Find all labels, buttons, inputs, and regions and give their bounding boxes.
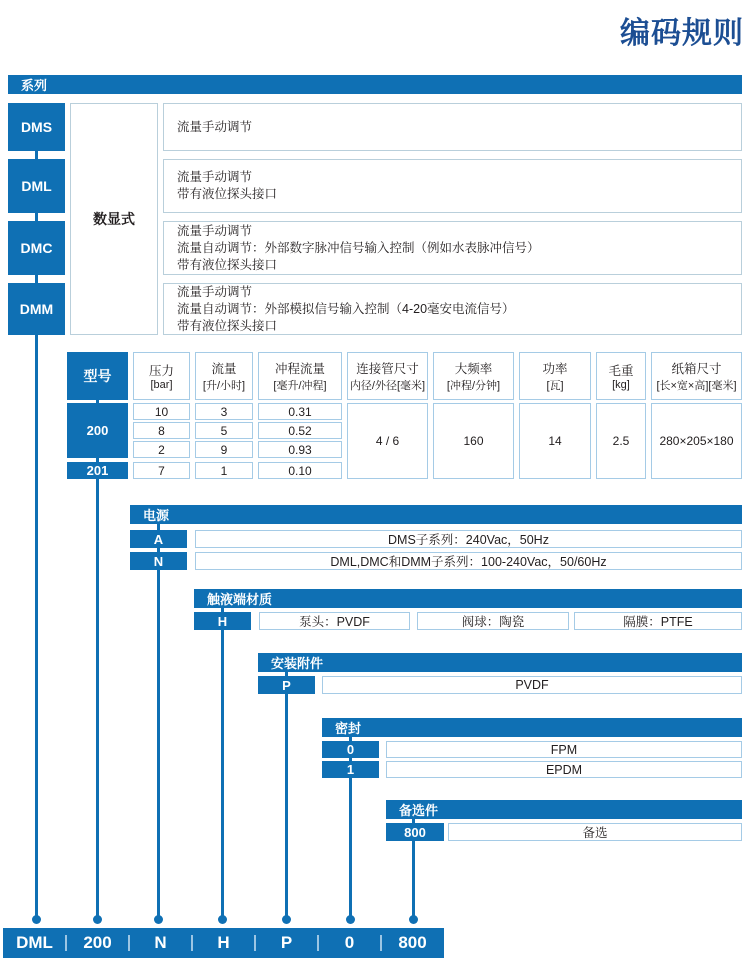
cell-stroke-flow: 0.93 [258,441,342,458]
power-code-a: A [130,530,187,548]
connector-dot-model [93,915,102,924]
seal-code-0: 0 [322,741,379,758]
connector-dot-series [32,915,41,924]
options-value: 备选 [448,823,742,841]
series-code-dml: DML [8,159,65,213]
series-desc-dmm [163,283,742,335]
mounting-code-p: P [258,676,315,694]
series-section-header [8,75,742,94]
cell-pressure: 7 [133,462,190,479]
col-title: 大频率 [454,362,493,376]
model-column-label: 型号 [67,352,128,400]
col-unit: [瓦] [546,380,564,392]
code-segment-series: DML [16,933,53,952]
col-header-pressure [133,352,190,400]
desc-line: 流量手动调节 [177,119,253,134]
material-value-diaphragm: 隔膜：PTFE [574,612,742,630]
series-code-dms: DMS [8,103,65,151]
desc-line: 流量自动调节：外部数字脉冲信号输入控制（例如水表脉冲信号） [177,240,540,255]
code-segment-material: H [192,928,255,958]
col-title: 流量 [211,362,237,376]
example-code-bar [3,928,444,958]
code-segment-power: N [129,928,192,958]
col-title: 冲程流量 [274,362,325,376]
series-code-dmm: DMM [8,283,65,335]
connector-dot-mounting [282,915,291,924]
col-unit: [bar] [150,379,173,391]
cell-stroke-flow: 0.52 [258,422,342,439]
desc-line: 带有液位探头接口 [177,187,278,201]
material-code-h: H [194,612,251,630]
col-header-gross-weight [596,352,646,400]
page-title: 编码规则 [620,17,744,50]
code-segment-seal: 0 [318,928,381,958]
series-desc-dml [163,159,742,213]
col-unit: [长×宽×高][毫米] [656,380,737,392]
power-section-header [130,505,742,524]
series-code-dmc: DMC [8,221,65,275]
col-header-flow [195,352,253,400]
model-code-201: 201 [67,462,128,479]
series-group-label: 数显式 [93,211,135,227]
material-value-pump-head: 泵头：PVDF [259,612,410,630]
col-unit: [升/小时] [202,380,246,392]
options-section-header [386,800,742,819]
col-unit: [kg] [612,379,630,391]
code-segment-model: 200 [66,928,129,958]
mounting-value: PVDF [322,676,742,694]
desc-line: 流量自动调节：外部模拟信号输入控制（4-20毫安电流信号） [177,301,515,316]
desc-line: 流量手动调节 [177,284,253,299]
cell-pressure: 2 [133,441,190,458]
col-header-carton-size [651,352,742,400]
cell-flow: 9 [195,441,253,458]
series-desc-dms [163,103,742,151]
mounting-header-label: 安装附件 [271,656,324,671]
cell-stroke-flow: 0.10 [258,462,342,479]
desc-line: 流量手动调节 [177,170,253,184]
connector-dot-power [154,915,163,924]
col-title: 毛重 [608,364,634,378]
cell-pressure: 10 [133,403,190,420]
seal-value-fpm: FPM [386,741,742,758]
desc-line: 流量手动调节 [177,223,253,238]
cell-power: 14 [519,403,591,479]
cell-flow: 5 [195,422,253,439]
connector-line-mounting [285,672,288,920]
series-group-box [70,103,158,335]
desc-line: 带有液位探头接口 [177,318,278,333]
col-title: 纸箱尺寸 [671,362,722,376]
connector-dot-seal [346,915,355,924]
cell-pipe-size: 4 / 6 [347,403,428,479]
code-segment-mounting: P [255,928,318,958]
cell-stroke-flow: 0.31 [258,403,342,420]
cell-flow: 1 [195,462,253,479]
options-header-label: 备选件 [399,803,439,818]
material-section-header [194,589,742,608]
col-unit: [毫升/冲程] [273,380,327,392]
connector-line-power [157,524,160,920]
col-title: 连接管尺寸 [356,362,419,376]
series-desc-dmc [163,221,742,275]
seal-section-header [322,718,742,737]
col-header-stroke-flow [258,352,342,400]
desc-line: 带有液位探头接口 [177,257,278,272]
cell-flow: 3 [195,403,253,420]
cell-pressure: 8 [133,422,190,439]
connector-dot-options [409,915,418,924]
material-header-label: 触液端材质 [207,592,273,607]
power-value-a: DMS子系列：240Vac，50Hz [195,530,742,548]
cell-carton-size: 280×205×180 [651,403,742,479]
options-code-800: 800 [386,823,444,841]
power-header-label: 电源 [143,508,170,523]
power-code-n: N [130,552,187,570]
col-unit: 内径/外径[毫米] [349,380,426,392]
model-code-200: 200 [67,403,128,458]
power-value-n: DML,DMC和DMM子系列：100-240Vac，50/60Hz [195,552,742,570]
code-segment-options: 800 [381,928,444,958]
connector-dot-material [218,915,227,924]
connector-line-material [221,608,224,920]
series-header-label: 系列 [21,78,48,93]
seal-code-1: 1 [322,761,379,778]
cell-gross-weight: 2.5 [596,403,646,479]
mounting-section-header [258,653,742,672]
col-header-power [519,352,591,400]
cell-max-frequency: 160 [433,403,514,479]
col-title: 功率 [542,362,568,376]
material-value-valve-ball: 阀球：陶瓷 [417,612,569,630]
col-unit: [冲程/分钟] [446,380,501,392]
col-title: 压力 [148,364,174,378]
col-header-max-frequency [433,352,514,400]
seal-header-label: 密封 [335,721,362,736]
col-header-pipe-size [347,352,428,400]
seal-value-epdm: EPDM [386,761,742,778]
